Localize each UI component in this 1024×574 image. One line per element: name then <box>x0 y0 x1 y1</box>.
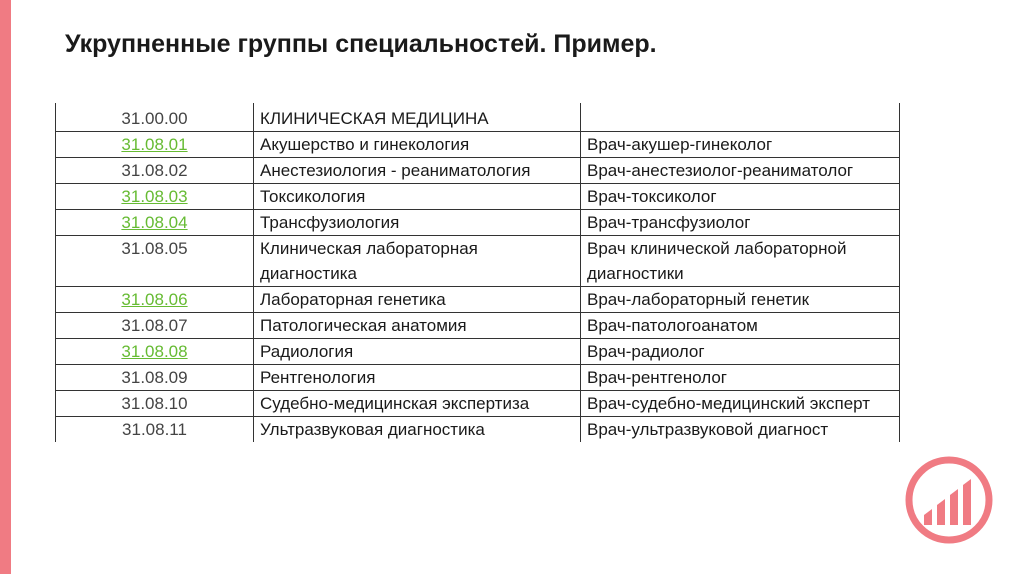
specialty-name: Клиническая лабораторная диагностика <box>254 236 581 287</box>
specialty-code-link[interactable]: 31.08.04 <box>56 210 254 236</box>
qualification: Врач-судебно-медицинский эксперт <box>581 391 900 417</box>
table-row <box>56 391 900 417</box>
logo-bar-4 <box>963 479 971 525</box>
table-row <box>56 287 900 313</box>
specialty-name: Рентгенология <box>254 365 581 391</box>
specialty-name: Лабораторная генетика <box>254 287 581 313</box>
qualification: Врач клинической лабораторной диагностики <box>581 236 900 287</box>
qualification: Врач-акушер-гинеколог <box>581 132 900 158</box>
accent-bar <box>0 0 11 574</box>
specialty-code: 31.08.11 <box>56 417 254 443</box>
specialty-name: Радиология <box>254 339 581 365</box>
logo-bar-2 <box>937 499 945 525</box>
qualification <box>581 103 900 132</box>
qualification: Врач-рентгенолог <box>581 365 900 391</box>
specialty-code-link[interactable]: 31.08.08 <box>56 339 254 365</box>
table-row <box>56 236 900 287</box>
logo-ring <box>909 460 989 540</box>
specialty-name: Токсикология <box>254 184 581 210</box>
qualification: Врач-анестезиолог-реаниматолог <box>581 158 900 184</box>
table-row <box>56 132 900 158</box>
rising-bars-chart-icon <box>904 455 994 545</box>
specialty-code: 31.08.05 <box>56 236 254 287</box>
table-row <box>56 158 900 184</box>
table-row <box>56 184 900 210</box>
table-row <box>56 339 900 365</box>
logo-bar-1 <box>924 509 932 525</box>
specialties-table <box>55 103 900 442</box>
specialty-code: 31.08.10 <box>56 391 254 417</box>
specialty-code-link[interactable]: 31.08.06 <box>56 287 254 313</box>
specialty-code-link[interactable]: 31.08.03 <box>56 184 254 210</box>
specialty-name: Ультразвуковая диагностика <box>254 417 581 443</box>
specialty-name: Анестезиология - реаниматология <box>254 158 581 184</box>
logo-bar-3 <box>950 489 958 525</box>
qualification: Врач-ультразвуковой диагност <box>581 417 900 443</box>
qualification: Врач-трансфузиолог <box>581 210 900 236</box>
specialty-code: 31.00.00 <box>56 103 254 132</box>
specialty-name: Трансфузиология <box>254 210 581 236</box>
specialty-name: Патологическая анатомия <box>254 313 581 339</box>
page-title: Укрупненные группы специальностей. Пример. <box>65 30 657 58</box>
specialty-name: Акушерство и гинекология <box>254 132 581 158</box>
specialty-code: 31.08.02 <box>56 158 254 184</box>
table-row <box>56 417 900 443</box>
qualification: Врач-радиолог <box>581 339 900 365</box>
specialty-name: Судебно-медицинская экспертиза <box>254 391 581 417</box>
table-row <box>56 365 900 391</box>
specialty-code: 31.08.07 <box>56 313 254 339</box>
specialty-name: КЛИНИЧЕСКАЯ МЕДИЦИНА <box>254 103 581 132</box>
qualification: Врач-токсиколог <box>581 184 900 210</box>
specialty-code-link[interactable]: 31.08.01 <box>56 132 254 158</box>
table-row <box>56 210 900 236</box>
table-row <box>56 103 900 132</box>
specialty-code: 31.08.09 <box>56 365 254 391</box>
table-row <box>56 313 900 339</box>
qualification: Врач-патологоанатом <box>581 313 900 339</box>
qualification: Врач-лабораторный генетик <box>581 287 900 313</box>
